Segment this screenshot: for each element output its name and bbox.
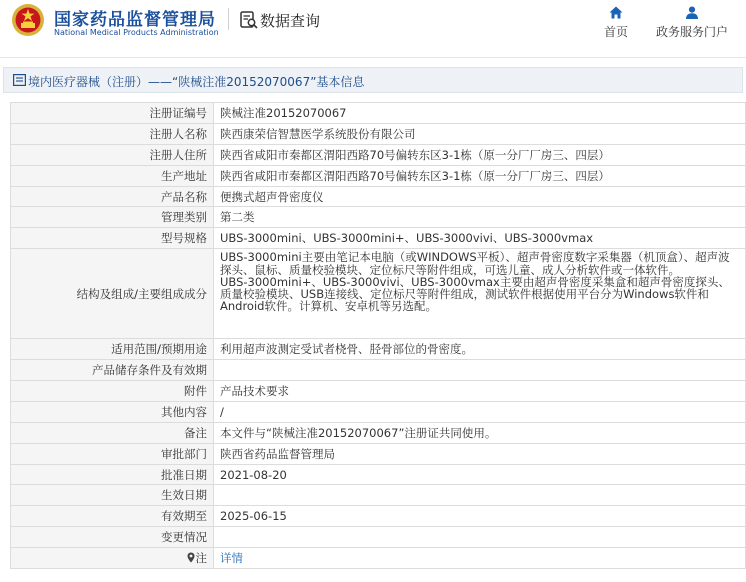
table-row: [11, 401, 746, 422]
row-value: [214, 485, 746, 506]
row-label: 产品名称: [11, 186, 214, 207]
user-icon: [685, 6, 699, 19]
nav-service-portal-link[interactable]: [652, 6, 732, 40]
table-row: [11, 485, 746, 506]
org-name-en: National Medical Products Administration: [54, 28, 219, 37]
table-row: [11, 360, 746, 381]
row-label: 批准日期: [11, 464, 214, 485]
table-row: [11, 103, 746, 124]
row-value: [214, 527, 746, 548]
row-value: 陕西省咸阳市秦都区渭阳西路70号偏转东区3-1栋（原一分厂厂房三、四层）: [214, 144, 746, 165]
national-emblem-icon: [11, 3, 45, 37]
table-row: [11, 249, 746, 339]
table-row: [11, 186, 746, 207]
row-value: 利用超声波测定受试者桡骨、胫骨部位的骨密度。: [214, 339, 746, 360]
table-row: [11, 443, 746, 464]
row-label: 备注: [11, 422, 214, 443]
table-row: [11, 422, 746, 443]
document-list-icon: [13, 74, 26, 86]
row-value: 本文件与“陕械注准20152070067”注册证共同使用。: [214, 422, 746, 443]
row-label: 生产地址: [11, 165, 214, 186]
row-value: /: [214, 401, 746, 422]
row-label: 有效期至: [11, 506, 214, 527]
row-value: 陕西康荣信智慧医学系统股份有限公司: [214, 123, 746, 144]
site-header: [0, 0, 746, 58]
row-value: UBS-3000mini、UBS-3000mini+、UBS-3000vivi、UBS-3000vmax: [214, 228, 746, 249]
table-row: [11, 339, 746, 360]
row-value: 陕西省药品监督管理局: [214, 443, 746, 464]
table-row: [11, 165, 746, 186]
section-title: 数据查询: [260, 12, 321, 30]
org-name-cn: 国家药品监督管理局: [54, 10, 216, 30]
row-value: 陕西省咸阳市秦都区渭阳西路70号偏转东区3-1栋（原一分厂厂房三、四层）: [214, 165, 746, 186]
row-value: 陕械注准20152070067: [214, 103, 746, 124]
table-row: [11, 144, 746, 165]
record-detail-table: [10, 102, 746, 569]
table-row: [11, 207, 746, 228]
row-label: 适用范围/预期用途: [11, 339, 214, 360]
row-label: 审批部门: [11, 443, 214, 464]
row-label: 变更情况: [11, 527, 214, 548]
row-value: 2025-06-15: [214, 506, 746, 527]
table-row: [11, 506, 746, 527]
nav-home-label: 首页: [603, 25, 628, 39]
row-label: 型号规格: [11, 228, 214, 249]
row-label: 产品储存条件及有效期: [11, 360, 214, 381]
header-divider: [228, 8, 229, 30]
table-row: [11, 228, 746, 249]
breadcrumb: [3, 67, 743, 93]
row-value: 产品技术要求: [214, 381, 746, 402]
nav-home-link[interactable]: [601, 6, 631, 40]
nav-service-label: 政务服务门户: [655, 25, 728, 39]
breadcrumb-text: 境内医疗器械（注册）——“陕械注准20152070067”基本信息: [28, 75, 365, 89]
detail-link[interactable]: 详情: [220, 551, 243, 566]
table-row: [11, 123, 746, 144]
table-row: [11, 527, 746, 548]
row-value-multiline: UBS-3000mini主要由笔记本电脑（或WINDOWS平板）、超声骨密度数字采集器（机顶盒）、超声波探头、鼠标、质量校验模块、定位标尺等附件组成，可选儿童、成人分析软件或一体软件。 UBS-3000mini+、UBS-3000vivi、UBS-3000vmax主要由超声骨密度采集盒和超声骨密度探头、质量校验模块、USB连接线、定位标尺等附件组成，测试软件根据使用平台分为Windows软件和Android软件。计算机、安卓机等另选配。: [214, 249, 746, 339]
row-label: 注册人名称: [11, 123, 214, 144]
row-label: 其他内容: [11, 401, 214, 422]
row-label: 生效日期: [11, 485, 214, 506]
row-label: 注册证编号: [11, 103, 214, 124]
data-query-icon: [240, 11, 258, 29]
row-label: 管理类别: [11, 207, 214, 228]
row-label: 附件: [11, 381, 214, 402]
note-value-cell: [214, 548, 746, 569]
row-label: 注册人住所: [11, 144, 214, 165]
row-label: 结构及组成/主要组成成分: [11, 249, 214, 339]
row-value: 便携式超声骨密度仪: [214, 186, 746, 207]
table-row: [11, 381, 746, 402]
note-label: 注: [195, 551, 207, 566]
row-value: 2021-08-20: [214, 464, 746, 485]
location-pin-icon: [187, 552, 195, 563]
note-label-cell: [11, 548, 214, 569]
row-value: [214, 360, 746, 381]
row-value: 第二类: [214, 207, 746, 228]
table-row: [11, 548, 746, 569]
table-row: [11, 464, 746, 485]
home-icon: [609, 6, 623, 19]
